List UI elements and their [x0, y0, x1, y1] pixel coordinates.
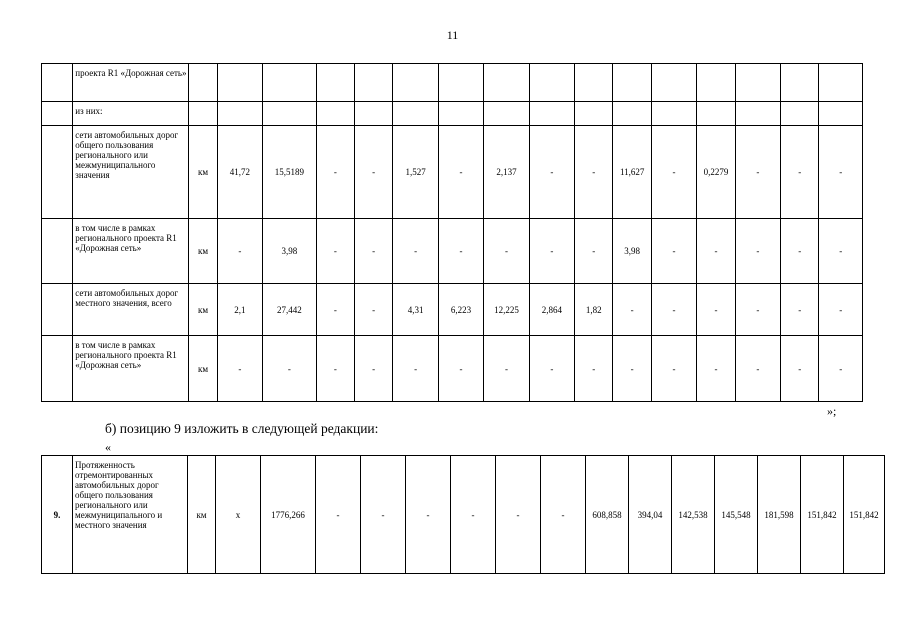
table-row [42, 219, 863, 284]
table-cell: 151,842 [844, 456, 885, 574]
table-cell [393, 102, 438, 126]
table-cell: - [438, 126, 483, 219]
table-cell: - [735, 284, 780, 336]
table-cell [263, 102, 317, 126]
table-cell [316, 102, 354, 126]
row-number-cell [42, 102, 73, 126]
table-cell: 3,98 [613, 219, 651, 284]
table-cell [438, 64, 483, 102]
table-cell [651, 102, 696, 126]
table-cell [189, 64, 217, 102]
table-cell: 394,04 [629, 456, 672, 574]
table-cell [735, 102, 780, 126]
table-cell: - [438, 336, 483, 402]
table-cell: - [613, 284, 651, 336]
table-cell: - [575, 336, 613, 402]
table-cell: - [651, 126, 696, 219]
table-cell: 27,442 [263, 284, 317, 336]
closing-quote: »; [827, 404, 837, 418]
table-cell: - [541, 456, 586, 574]
table-cell: 142,538 [672, 456, 715, 574]
table-cell [613, 64, 651, 102]
table-cell: - [217, 219, 262, 284]
table-cell [393, 64, 438, 102]
table-cell: - [651, 284, 696, 336]
table-cell [484, 102, 529, 126]
table-row [42, 456, 885, 574]
table-cell [316, 64, 354, 102]
table-cell [529, 102, 574, 126]
table-cell: - [355, 126, 393, 219]
table-cell: км [189, 219, 217, 284]
table-row [42, 102, 863, 126]
indicator-name: в том числе в рамках регионального проекта R1 «Дорожная сеть» [73, 219, 189, 284]
table-cell: - [316, 284, 354, 336]
table-cell: x [216, 456, 261, 574]
row-number-cell [42, 219, 73, 284]
table-row [42, 336, 863, 402]
table-cell: - [781, 336, 819, 402]
table-cell: 6,223 [438, 284, 483, 336]
table-cell: - [575, 126, 613, 219]
table-cell: км [189, 284, 217, 336]
table-cell: 151,842 [801, 456, 844, 574]
table-cell: - [781, 284, 819, 336]
table-cell: 2,1 [217, 284, 262, 336]
table-cell: - [316, 336, 354, 402]
table-cell: - [819, 126, 863, 219]
table-cell: 3,98 [263, 219, 317, 284]
table-cell: 41,72 [217, 126, 262, 219]
table-cell: км [189, 336, 217, 402]
table-cell: 181,598 [758, 456, 801, 574]
table-cell: - [735, 126, 780, 219]
table-cell [651, 64, 696, 102]
table-cell: - [529, 219, 574, 284]
indicators-table-continued [41, 63, 863, 402]
table-cell [735, 64, 780, 102]
table-cell: 145,548 [715, 456, 758, 574]
table-cell: - [484, 219, 529, 284]
row-number: 9. [42, 456, 73, 574]
table-cell [529, 64, 574, 102]
table-cell: - [484, 336, 529, 402]
table-cell [781, 64, 819, 102]
row-number-cell [42, 284, 73, 336]
table-cell: - [316, 126, 354, 219]
amendment-instruction: б) позицию 9 изложить в следующей редакции: [105, 421, 379, 436]
table-cell [781, 102, 819, 126]
table-cell: - [697, 219, 735, 284]
table-cell [613, 102, 651, 126]
table-cell: - [781, 219, 819, 284]
table-cell: - [651, 336, 696, 402]
table-cell: - [361, 456, 406, 574]
page-number: 11 [446, 28, 459, 42]
position-9-table [41, 455, 885, 574]
table-cell [217, 102, 262, 126]
table-cell [697, 102, 735, 126]
row-number-cell [42, 126, 73, 219]
table-cell: - [781, 126, 819, 219]
table-cell [575, 64, 613, 102]
indicator-name: проекта R1 «Дорожная сеть» [73, 64, 189, 102]
table-cell: - [393, 219, 438, 284]
table-cell: - [217, 336, 262, 402]
table-cell: - [819, 219, 863, 284]
indicator-name: сети автомобильных дорог общего пользования регионального или межмуниципального значения [73, 126, 189, 219]
table-cell [819, 102, 863, 126]
table-cell [355, 64, 393, 102]
table-cell: - [316, 456, 361, 574]
indicator-name: сети автомобильных дорог местного значения, всего [73, 284, 189, 336]
table-cell: 11,627 [613, 126, 651, 219]
table-cell: - [529, 126, 574, 219]
table-cell: - [355, 284, 393, 336]
table-cell: 1,527 [393, 126, 438, 219]
table-cell [697, 64, 735, 102]
table-cell [484, 64, 529, 102]
table-cell: - [316, 219, 354, 284]
table-cell: - [529, 336, 574, 402]
table-row [42, 126, 863, 219]
row-number-cell [42, 336, 73, 402]
indicator-name: из них: [73, 102, 189, 126]
table-cell: 15,5189 [263, 126, 317, 219]
table-cell [819, 64, 863, 102]
table-cell: - [697, 336, 735, 402]
table-row [42, 64, 863, 102]
table-cell [355, 102, 393, 126]
table-cell: - [355, 219, 393, 284]
table-cell: - [613, 336, 651, 402]
table-cell: 1776,266 [261, 456, 316, 574]
table-cell: - [575, 219, 613, 284]
table-cell: - [735, 336, 780, 402]
table-cell: - [263, 336, 317, 402]
table-cell: - [651, 219, 696, 284]
table-cell: - [393, 336, 438, 402]
table-cell: - [451, 456, 496, 574]
table-cell: 4,31 [393, 284, 438, 336]
table-cell [189, 102, 217, 126]
table-cell [217, 64, 262, 102]
table-cell: км [188, 456, 216, 574]
table-cell: 2,864 [529, 284, 574, 336]
table-cell: - [355, 336, 393, 402]
table-row [42, 284, 863, 336]
table-cell: 2,137 [484, 126, 529, 219]
table-cell: - [406, 456, 451, 574]
table-cell: 1,82 [575, 284, 613, 336]
table-cell: - [438, 219, 483, 284]
row-number-cell [42, 64, 73, 102]
table-cell [263, 64, 317, 102]
table-cell: - [735, 219, 780, 284]
table-cell [438, 102, 483, 126]
indicator-name: Протяженность отремонтированных автомобильных дорог общего пользования регионального или межмуниципального и местного значения [73, 456, 188, 574]
table-cell: - [819, 284, 863, 336]
table-cell: км [189, 126, 217, 219]
opening-quote: « [105, 440, 111, 454]
table-cell: 0,2279 [697, 126, 735, 219]
table-cell: - [496, 456, 541, 574]
indicator-name: в том числе в рамках регионального проекта R1 «Дорожная сеть» [73, 336, 189, 402]
table-cell: 12,225 [484, 284, 529, 336]
table-cell [575, 102, 613, 126]
table-cell: - [819, 336, 863, 402]
table-cell: 608,858 [586, 456, 629, 574]
table-cell: - [697, 284, 735, 336]
